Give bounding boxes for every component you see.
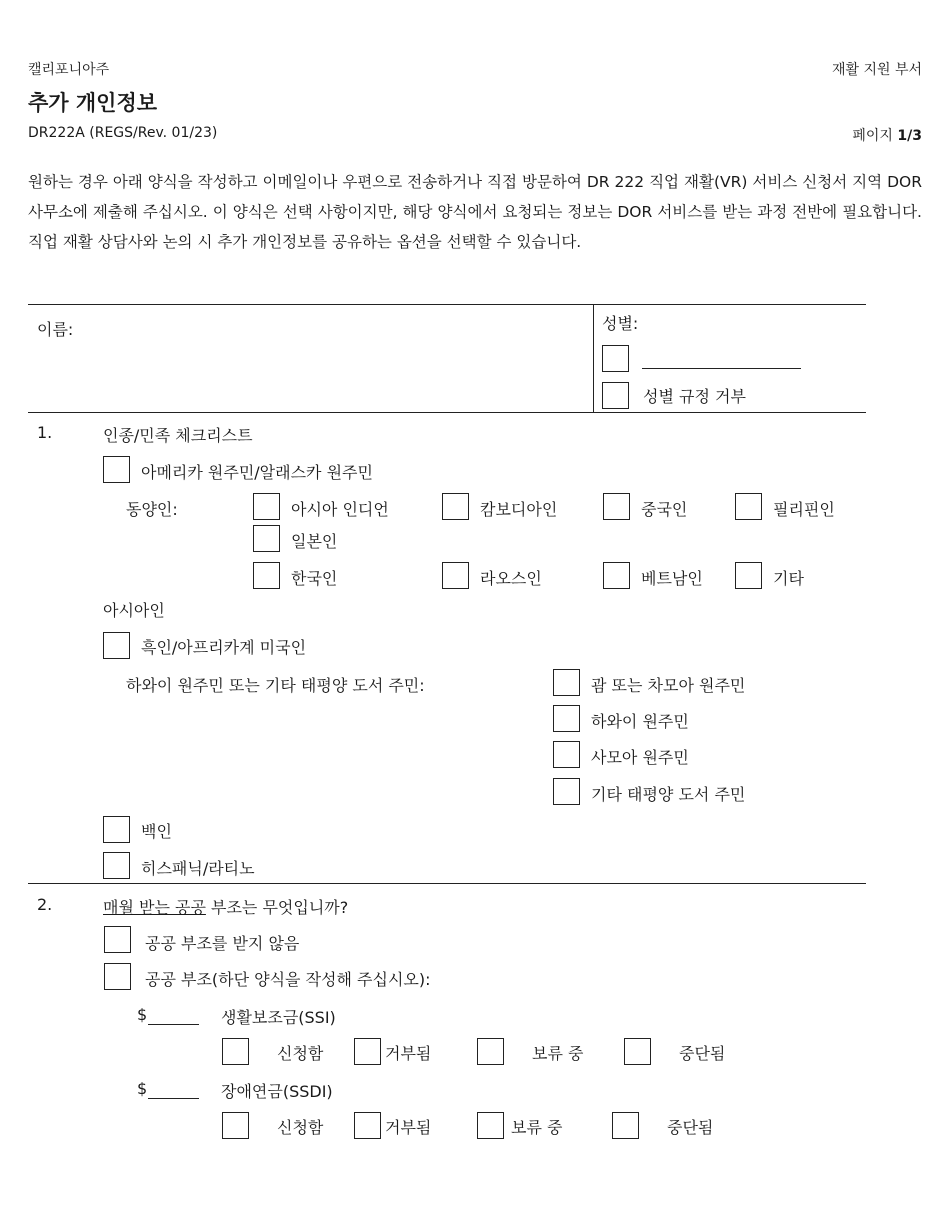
ssi-terminated-label: 중단됨: [679, 1044, 726, 1063]
ssdi-terminated-label: 중단됨: [667, 1118, 714, 1137]
ssdi-amount-field[interactable]: [148, 1098, 199, 1099]
filipino-label: 필리핀인: [773, 500, 835, 519]
asian-other-label: 기타: [773, 569, 804, 588]
gender-label: 성별:: [602, 314, 639, 333]
no-assistance-label: 공공 부조를 받지 않음: [145, 934, 300, 953]
ssi-applied-checkbox[interactable]: [222, 1038, 249, 1065]
guam-checkbox[interactable]: [553, 669, 580, 696]
ssdi-denied-checkbox[interactable]: [354, 1112, 381, 1139]
q1-number: 1.: [37, 423, 53, 442]
ssi-pending-label: 보류 중: [532, 1044, 584, 1063]
assistance-label: 공공 부조(하단 양식을 작성해 주십시오):: [145, 970, 431, 989]
cambodian-label: 캄보디아인: [480, 500, 558, 519]
white-label: 백인: [141, 822, 172, 841]
cambodian-checkbox[interactable]: [442, 493, 469, 520]
ssi-currency: $: [137, 1005, 148, 1024]
pacific-label: 하와이 원주민 또는 기타 태평양 도서 주민:: [126, 676, 425, 695]
section-top-rule: [28, 304, 866, 305]
ssi-label: 생활보조금(SSI): [221, 1008, 336, 1027]
ssdi-pending-label: 보류 중: [511, 1118, 563, 1137]
japanese-label: 일본인: [291, 532, 338, 551]
ssi-amount-field[interactable]: [148, 1024, 199, 1025]
pacific-other-checkbox[interactable]: [553, 778, 580, 805]
name-gender-divider: [593, 304, 594, 412]
ssi-terminated-checkbox[interactable]: [624, 1038, 651, 1065]
ssdi-pending-checkbox[interactable]: [477, 1112, 504, 1139]
name-field[interactable]: [90, 317, 580, 341]
ssdi-terminated-checkbox[interactable]: [612, 1112, 639, 1139]
q2-title: 매월 받는 공공 부조는 무엇입니까?: [103, 898, 349, 917]
hawaiian-checkbox[interactable]: [553, 705, 580, 732]
page-number: 페이지 1/3: [852, 128, 922, 144]
filipino-checkbox[interactable]: [735, 493, 762, 520]
native-american-checkbox[interactable]: [103, 456, 130, 483]
black-label: 흑인/아프리카계 미국인: [141, 638, 307, 657]
gender-checkbox[interactable]: [602, 345, 629, 372]
gender-decline-label: 성별 규정 거부: [643, 387, 746, 406]
chinese-checkbox[interactable]: [603, 493, 630, 520]
chinese-label: 중국인: [641, 500, 688, 519]
no-assistance-checkbox[interactable]: [104, 926, 131, 953]
hispanic-checkbox[interactable]: [103, 852, 130, 879]
vietnamese-checkbox[interactable]: [603, 562, 630, 589]
ssdi-currency: $: [137, 1079, 148, 1098]
section-rule: [28, 883, 866, 884]
state-name: 캘리포니아주: [28, 62, 110, 78]
gender-input-line[interactable]: [642, 368, 801, 369]
asian-footer-label: 아시아인: [103, 601, 165, 620]
ssi-denied-label: 거부됨: [385, 1044, 432, 1063]
laotian-label: 라오스인: [480, 569, 542, 588]
gender-decline-checkbox[interactable]: [602, 382, 629, 409]
q1-title: 인종/민족 체크리스트: [103, 426, 253, 445]
form-id: DR222A (REGS/Rev. 01/23): [28, 125, 218, 141]
asian-indian-checkbox[interactable]: [253, 493, 280, 520]
q2-number: 2.: [37, 895, 53, 914]
samoan-label: 사모아 원주민: [591, 748, 689, 767]
name-label: 이름:: [37, 320, 74, 339]
guam-label: 괌 또는 차모아 원주민: [591, 676, 746, 695]
ssdi-label: 장애연금(SSDI): [221, 1082, 333, 1101]
hispanic-label: 히스패닉/라티노: [141, 859, 255, 878]
ssi-denied-checkbox[interactable]: [354, 1038, 381, 1065]
samoan-checkbox[interactable]: [553, 741, 580, 768]
asian-indian-label: 아시아 인디언: [291, 500, 389, 519]
hawaiian-label: 하와이 원주민: [591, 712, 689, 731]
ssdi-applied-label: 신청함: [277, 1118, 324, 1137]
asian-other-checkbox[interactable]: [735, 562, 762, 589]
black-checkbox[interactable]: [103, 632, 130, 659]
department-name: 재활 지원 부서: [831, 62, 922, 78]
native-american-label: 아메리카 원주민/알래스카 원주민: [141, 463, 373, 482]
white-checkbox[interactable]: [103, 816, 130, 843]
asian-label: 동양인:: [126, 500, 178, 519]
korean-label: 한국인: [291, 569, 338, 588]
ssdi-applied-checkbox[interactable]: [222, 1112, 249, 1139]
pacific-other-label: 기타 태평양 도서 주민: [591, 785, 746, 804]
ssi-applied-label: 신청함: [277, 1044, 324, 1063]
page-title: 추가 개인정보: [28, 91, 158, 115]
vietnamese-label: 베트남인: [641, 569, 703, 588]
ssdi-denied-label: 거부됨: [385, 1118, 432, 1137]
korean-checkbox[interactable]: [253, 562, 280, 589]
assistance-checkbox[interactable]: [104, 963, 131, 990]
section-rule: [28, 412, 866, 413]
intro-paragraph: 원하는 경우 아래 양식을 작성하고 이메일이나 우편으로 전송하거나 직접 방문하여 DR 222 직업 재활(VR) 서비스 신청서 지역 DOR 사무소에 제출해 주십시오. 이 양식은 선택 사항이지만, 해당 양식에서 요청되는 정보는 DOR 서비스를 받는 과정 전반에 필요합니다. 직업 재활 상담사와 논의 시 추가 개인정보를 공유하는 옵션을 선택할 수 있습니다.: [28, 173, 922, 251]
laotian-checkbox[interactable]: [442, 562, 469, 589]
ssi-pending-checkbox[interactable]: [477, 1038, 504, 1065]
japanese-checkbox[interactable]: [253, 525, 280, 552]
